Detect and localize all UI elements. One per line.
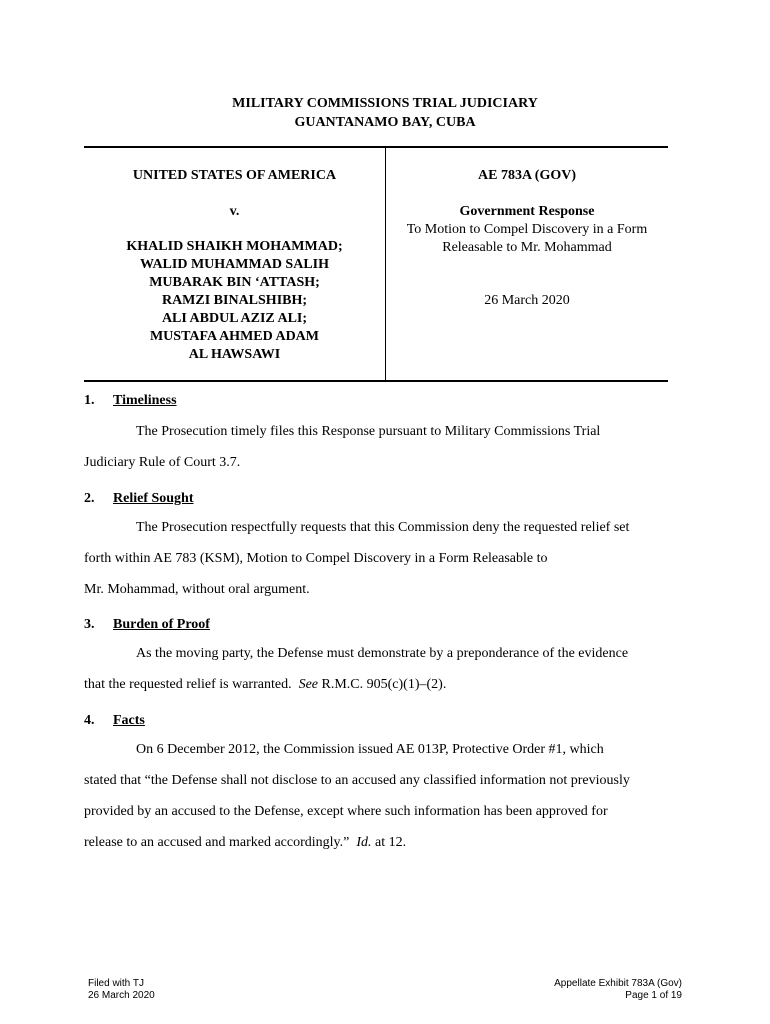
section-heading-facts — [84, 713, 145, 729]
defendant-line: WALID MUHAMMAD SALIH — [140, 257, 329, 272]
body-text: that the requested relief is warranted. — [84, 677, 292, 692]
defendant-line: RAMZI BINALSHIBH; — [161, 293, 308, 308]
defendant-line: MUSTAFA AHMED ADAM — [149, 329, 320, 344]
body-line: As the moving party, the Defense must demonstrate by a preponderance of the evidence — [136, 646, 629, 661]
caption-versus: v. — [229, 204, 240, 219]
court-location: GUANTANAMO BAY, CUBA — [294, 115, 476, 130]
section-number: 4. — [84, 713, 95, 728]
document-subtitle — [386, 221, 668, 257]
footer-filed-with: Filed with TJ — [88, 978, 144, 989]
subtitle-line: Releasable to Mr. Mohammad — [442, 240, 612, 255]
body-line: On 6 December 2012, the Commission issued AE 013P, Protective Order #1, which — [136, 742, 604, 757]
section-title: Timeliness — [113, 393, 177, 408]
body-line: The Prosecution respectfully requests that this Commission deny the requested relief set — [136, 520, 630, 535]
section-number: 2. — [84, 491, 95, 506]
citation-signal: See — [298, 677, 319, 692]
defendant-line: MUBARAK BIN ‘ATTASH; — [149, 275, 320, 290]
caption-plaintiff: UNITED STATES OF AMERICA — [132, 168, 337, 183]
citation: R.M.C. 905(c)(1)–(2). — [321, 677, 447, 692]
body-line — [84, 827, 406, 858]
body-line: stated that “the Defense shall not disclose to an accused any classified information not previously — [84, 773, 630, 788]
caption-defendants — [84, 238, 385, 364]
citation: at 12. — [375, 835, 407, 850]
body-text: release to an accused and marked accordingly.” — [84, 835, 350, 850]
document-title: Government Response — [459, 204, 595, 219]
footer-filed-date: 26 March 2020 — [88, 990, 155, 1001]
section-heading-relief-sought — [84, 491, 194, 507]
body-line: Judiciary Rule of Court 3.7. — [84, 455, 241, 470]
defendant-line: ALI ABDUL AZIZ ALI; — [161, 311, 308, 326]
defendant-line: AL HAWSAWI — [188, 347, 281, 362]
footer-exhibit-info — [554, 978, 682, 1002]
section-number: 3. — [84, 617, 95, 632]
court-header — [0, 94, 770, 132]
body-line: provided by an accused to the Defense, except where such information has been approved for — [84, 804, 608, 819]
citation-signal: Id. — [356, 835, 372, 850]
body-line: Mr. Mohammad, without oral argument. — [84, 582, 310, 597]
section-title: Facts — [113, 713, 145, 728]
footer-exhibit-number: Appellate Exhibit 783A (Gov) — [554, 978, 682, 989]
subtitle-line: To Motion to Compel Discovery in a Form — [406, 222, 648, 237]
defendant-line: KHALID SHAIKH MOHAMMAD; — [126, 239, 343, 254]
section-heading-burden-of-proof — [84, 617, 210, 633]
section-heading-timeliness — [84, 393, 177, 409]
footer-filing-info — [88, 978, 155, 1002]
body-line — [84, 669, 446, 700]
body-line: The Prosecution timely files this Response pursuant to Military Commissions Trial — [136, 424, 601, 439]
section-title: Burden of Proof — [113, 617, 210, 632]
filing-date: 26 March 2020 — [484, 293, 570, 308]
exhibit-number: AE 783A (GOV) — [478, 168, 576, 183]
section-title: Relief Sought — [113, 491, 194, 506]
court-name: MILITARY COMMISSIONS TRIAL JUDICIARY — [232, 96, 538, 111]
section-number: 1. — [84, 393, 95, 408]
body-line: forth within AE 783 (KSM), Motion to Compel Discovery in a Form Releasable to — [84, 551, 548, 566]
caption-top-rule — [84, 146, 668, 148]
caption-bottom-rule — [84, 380, 668, 382]
footer-page-number: Page 1 of 19 — [625, 990, 682, 1001]
